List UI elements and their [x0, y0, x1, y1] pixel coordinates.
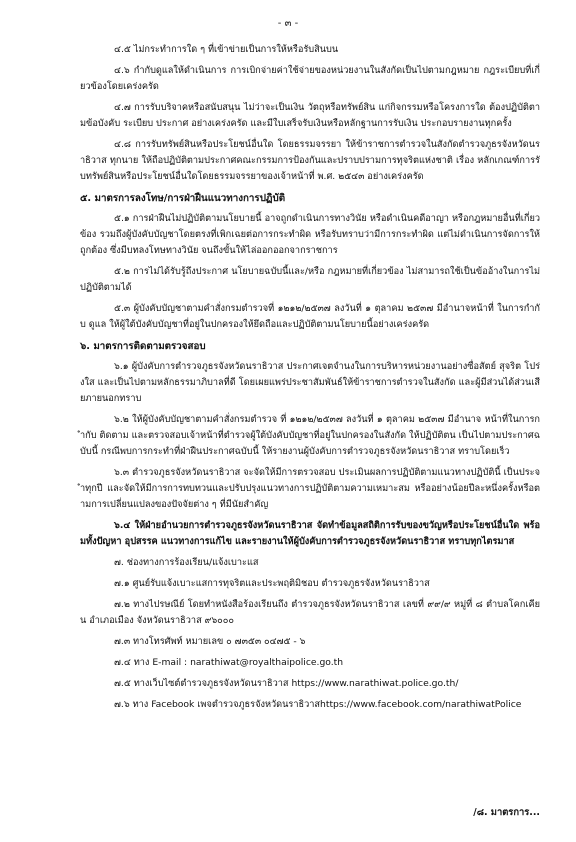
continuation-note: /๘. มาตรการ... — [473, 807, 540, 818]
document-body — [80, 42, 540, 718]
section-heading-6: ๖. มาตรการติดตามตรวจสอบ — [80, 341, 206, 352]
paragraph-7-5: ๗.๕ ทางเว็บไซต์ตำรวจภูธรจังหวัดนราธิวาส https://www.narathiwat.police.go.th/ — [114, 678, 459, 689]
paragraph-4-6: ๔.๖ กำกับดูแลให้ดำเนินการ การเบิกจ่ายค่าใช้จ่ายของหน่วยงานในสังกัดเป็นไปตามกฎหมาย กฎระเบียบที่เกี่ยวข้องโดยเคร่งครัด — [80, 65, 540, 92]
paragraph-7-4: ๗.๔ ทาง E-mail : narathiwat@royalthaipolice.go.th — [114, 657, 344, 668]
page-number: - ๓ - — [277, 18, 299, 29]
paragraph-4-8: ๔.๘ การรับทรัพย์สินหรือประโยชน์อื่นใด โดยธรรมจรรยา ให้ข้าราชการตำรวจในสังกัดตำรวจภูธรจังหวัดนราธิวาส ทุกนาย ให้ถือปฏิบัติตามประกาศคณะกรรมการป้องกันและปราบปรามการทุจริตแห่งชาติ เรื่อง หลักเกณฑ์การรับทรัพย์สินหรือประโยชน์อื่นใดโดยธรรมจรรยาของเจ้าหน้าที่ พ.ศ. ๒๕๔๓ อย่างเคร่งครัด — [80, 139, 540, 182]
paragraph-6-1: ๖.๑ ผู้บังคับการตำรวจภูธรจังหวัดนราธิวาส ประกาศเจตจำนงในการบริหารหน่วยงานอย่างซื่อสัตย์ สุจริต โปร่งใส และเป็นไปตามหลักธรรมาภิบาลที่ดี โดยเผยแพร่ประชาสัมพันธ์ให้ข้าราชการตำรวจในสังกัด และผู้มีส่วนได้ส่วนเสียภายนอกทราบ — [80, 361, 540, 404]
paragraph-7-1: ๗.๑ ศูนย์รับแจ้งเบาะแสการทุจริตและประพฤติมิชอบ ตำรวจภูธรจังหวัดนราธิวาส — [114, 578, 430, 589]
paragraph-6-4: ๖.๔ ให้ฝ่ายอำนวยการตำรวจภูธรจังหวัดนราธิวาส จัดทำข้อมูลสถิติการรับของขวัญหรือประโยชน์อื่นใด พร้อมทั้งปัญหา อุปสรรค แนวทางการแก้ไข และรายงานให้ผู้บังคับการตำรวจภูธรจังหวัดนราธิวาส ทราบทุกไตรมาส — [80, 520, 540, 547]
paragraph-6-3: ๖.๓ ตำรวจภูธรจังหวัดนราธิวาส จะจัดให้มีการตรวจสอบ ประเมินผลการปฏิบัติตามแนวทางปฏิบัตินี้ เป็นประจำทุกปี และจัดให้มีการการทบทวนและปรับปรุงแนวทางการปฏิบัติตามความเหมาะสม หรืออย่างน้อยปีละหนึ่งครั้งหรือตามการเปลี่ยนแปลงของปัจจัยต่าง ๆ ที่มีนัยสำคัญ — [80, 467, 540, 510]
paragraph-7-2: ๗.๒ ทางไปรษณีย์ โดยทำหนังสือร้องเรียนถึง ตำรวจภูธรจังหวัดนราธิวาส เลขที่ ๙๙/๙ หมู่ที่ ๘ ตำบลโคกเคียน อำเภอเมือง จังหวัดนราธิวาส ๙๖๐๐๐ — [80, 599, 540, 626]
paragraph-5-3: ๕.๓ ผู้บังคับบัญชาตามคำสั่งกรมตำรวจที่ ๑๒๑๒/๒๕๓๗ ลงวันที่ ๑ ตุลาคม ๒๕๓๗ มีอำนาจหน้าที่ ในการกำกับ ดูแล ให้ผู้ใต้บังคับบัญชาที่อยู่ในปกครองให้ยึดถือและปฏิบัติตามนโยบายนี้อย่างเคร่งครัด — [80, 303, 540, 330]
section-heading-7: ๗. ช่องทางการร้องเรียน/แจ้งเบาะแส — [114, 557, 259, 568]
paragraph-7-3: ๗.๓ ทางโทรศัพท์ หมายเลข ๐ ๗๓๕๓ ๐๔๗๕ - ๖ — [114, 636, 306, 647]
paragraph-5-1: ๕.๑ การฝ่าฝืนไม่ปฏิบัติตามนโยบายนี้ อาจถูกดำเนินการทางวินัย หรือดำเนินคดีอาญา หรือกฎหมายอื่นที่เกี่ยวข้อง รวมถึงผู้บังคับบัญชาโดยตรงที่เพิกเฉยต่อการกระทำผิด หรือรับทราบว่ามีการกระทำผิด แต่ไม่ดำเนินการจัดการให้ถูกต้อง ซึ่งมีบทลงโทษทางวินัย จนถึงขั้นให้ไล่ออกออกจากราชการ — [80, 213, 540, 256]
paragraph-7-6: ๗.๖ ทาง Facebook เพจตำรวจภูธรจังหวัดนราธิวาสhttps://www.facebook.com/narathiwatPolice — [114, 699, 522, 710]
paragraph-4-5: ๔.๕ ไม่กระทำการใด ๆ ที่เข้าข่ายเป็นการให้หรือรับสินบน — [114, 44, 339, 55]
paragraph-5-2: ๕.๒ การไม่ได้รับรู้ถึงประกาศ นโยบายฉบับนี้และ/หรือ กฎหมายที่เกี่ยวข้อง ไม่สามารถใช้เป็นข้ออ้างในการไม่ปฏิบัติตามได้ — [80, 266, 540, 293]
section-heading-5: ๕. มาตรการลงโทษ/การฝ่าฝืนแนวทางการปฏิบัติ — [80, 193, 286, 204]
paragraph-6-2: ๖.๒ ให้ผู้บังคับบัญชาตามคำสั่งกรมตำรวจ ที่ ๑๒๑๒/๒๕๓๗ ลงวันที่ ๑ ตุลาคม ๒๕๓๗ มีอำนาจ หน้าที่ในการกำกับ ติดตาม และตรวจสอบเจ้าหน้าที่ตำรวจผู้ใต้บังคับบัญชาที่อยู่ในปกครองในสังกัด ให้ปฏิบัติตน เป็นไปตามประกาศฉบับนี้ กรณีพบการกระทำที่ฝ่าฝืนประกาศฉบับนี้ ให้รายงานผู้บังคับการตำรวจภูธรจังหวัดนราธิวาส ทราบโดยเร็ว — [80, 414, 540, 457]
paragraph-4-7: ๔.๗ การรับบริจาคหรือสนับสนุน ไม่ว่าจะเป็นเงิน วัตถุหรือทรัพย์สิน แก่กิจกรรมหรือโครงการใด ต้องปฏิบัติตามข้อบังคับ ระเบียบ ประกาศ อย่างเคร่งครัด และมีใบเสร็จรับเงินหรือหลักฐานการรับเงิน ประกอบรายงานทุกครั้ง — [80, 102, 540, 129]
